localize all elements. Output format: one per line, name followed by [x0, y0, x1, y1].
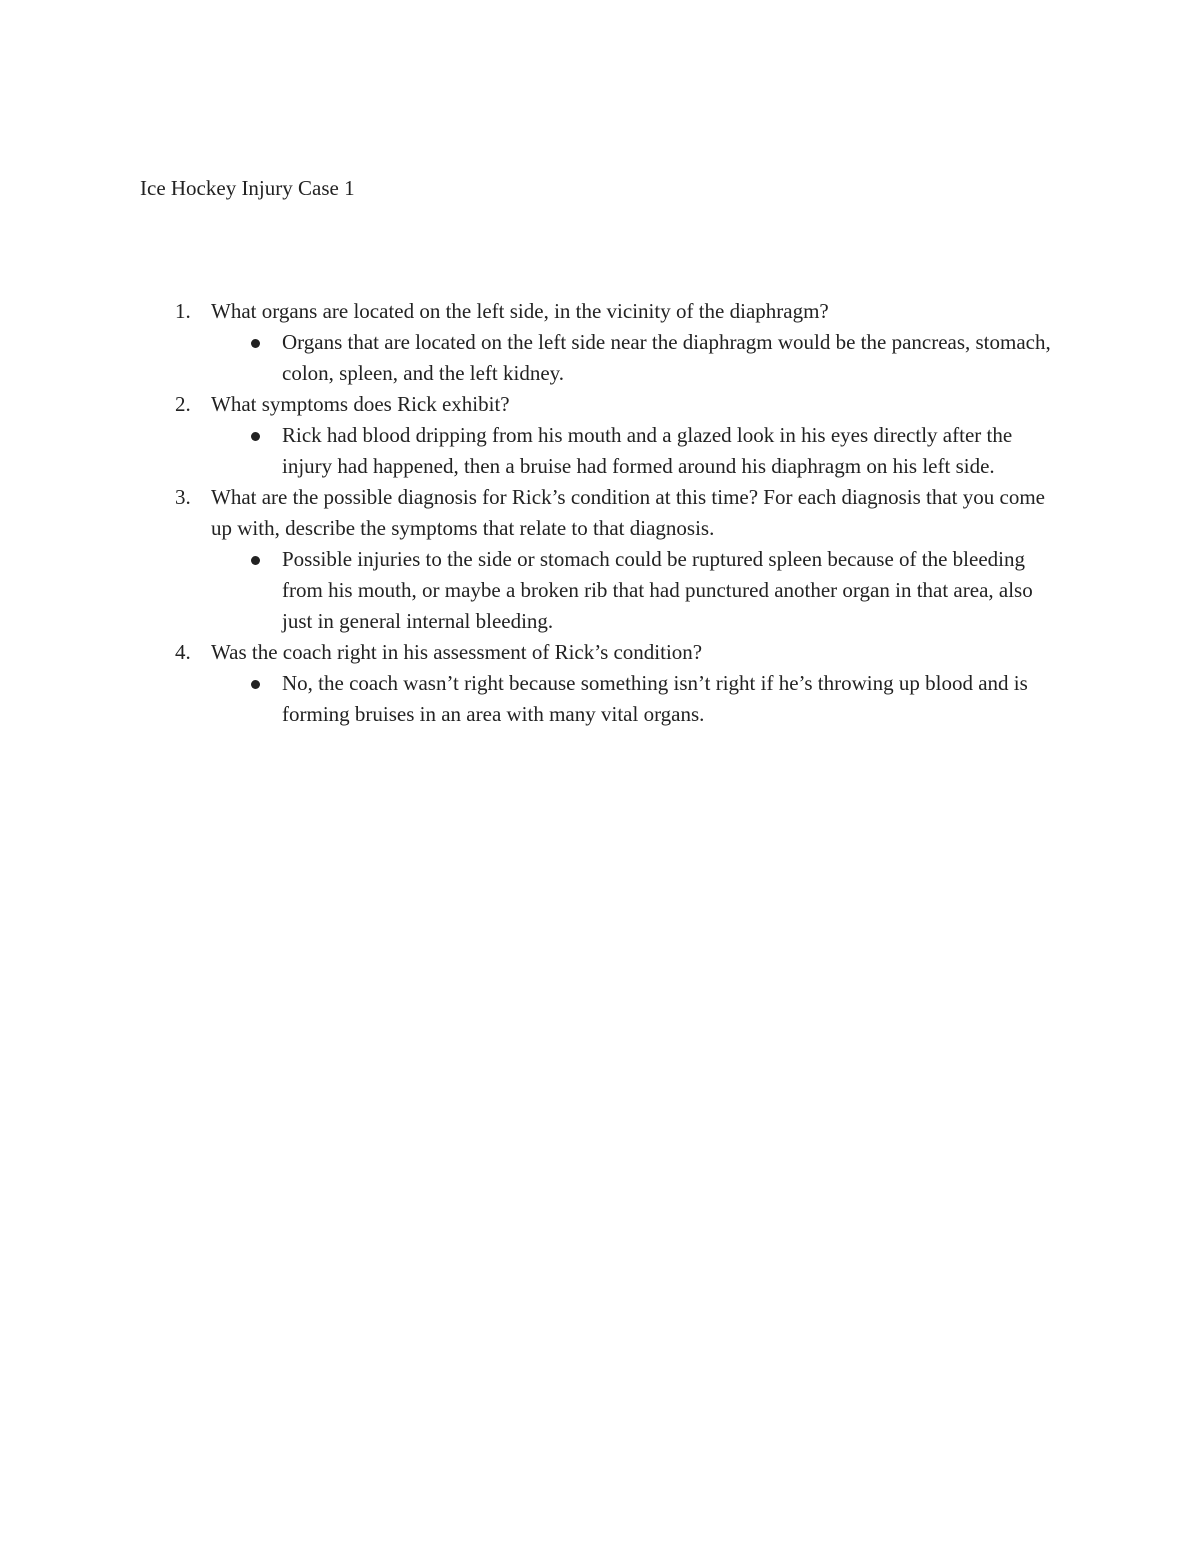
question-list — [0, 296, 1200, 730]
answer-item — [211, 544, 1065, 637]
question-text: What are the possible diagnosis for Rick’s condition at this time? For each diagnosis that you come up with, describe the symptoms that relate to that diagnosis. — [211, 485, 1045, 540]
bullet-icon — [251, 432, 260, 441]
answer-text: Rick had blood dripping from his mouth and a glazed look in his eyes directly after the injury had happened, then a bruise had formed around his diaphragm on his left side. — [282, 423, 1013, 478]
bullet-icon — [251, 680, 260, 689]
question-item — [0, 637, 1200, 730]
answer-item — [211, 420, 1065, 482]
bullet-icon — [251, 556, 260, 565]
answer-text: Organs that are located on the left side near the diaphragm would be the pancreas, stomach, colon, spleen, and the left kidney. — [282, 330, 1051, 385]
answer-list — [211, 544, 1065, 637]
answer-item — [211, 327, 1065, 389]
answer-list — [211, 668, 1065, 730]
question-text: Was the coach right in his assessment of Rick’s condition? — [211, 640, 703, 664]
answer-text: Possible injuries to the side or stomach could be ruptured spleen because of the bleeding from his mouth, or maybe a broken rib that had punctured another organ in that area, also just in general internal bleeding. — [282, 547, 1033, 633]
question-text: What organs are located on the left side, in the vicinity of the diaphragm? — [211, 299, 829, 323]
question-number: 1. — [175, 299, 191, 323]
question-text: What symptoms does Rick exhibit? — [211, 392, 510, 416]
answer-item — [211, 668, 1065, 730]
question-item — [0, 389, 1200, 482]
question-number: 2. — [175, 392, 191, 416]
document-title: Ice Hockey Injury Case 1 — [140, 176, 355, 200]
answer-list — [211, 327, 1065, 389]
answer-text: No, the coach wasn’t right because something isn’t right if he’s throwing up blood and is forming bruises in an area with many vital organs. — [282, 671, 1028, 726]
question-number: 3. — [175, 485, 191, 509]
bullet-icon — [251, 339, 260, 348]
answer-list — [211, 420, 1065, 482]
question-item — [0, 296, 1200, 389]
question-item — [0, 482, 1200, 637]
question-number: 4. — [175, 640, 191, 664]
